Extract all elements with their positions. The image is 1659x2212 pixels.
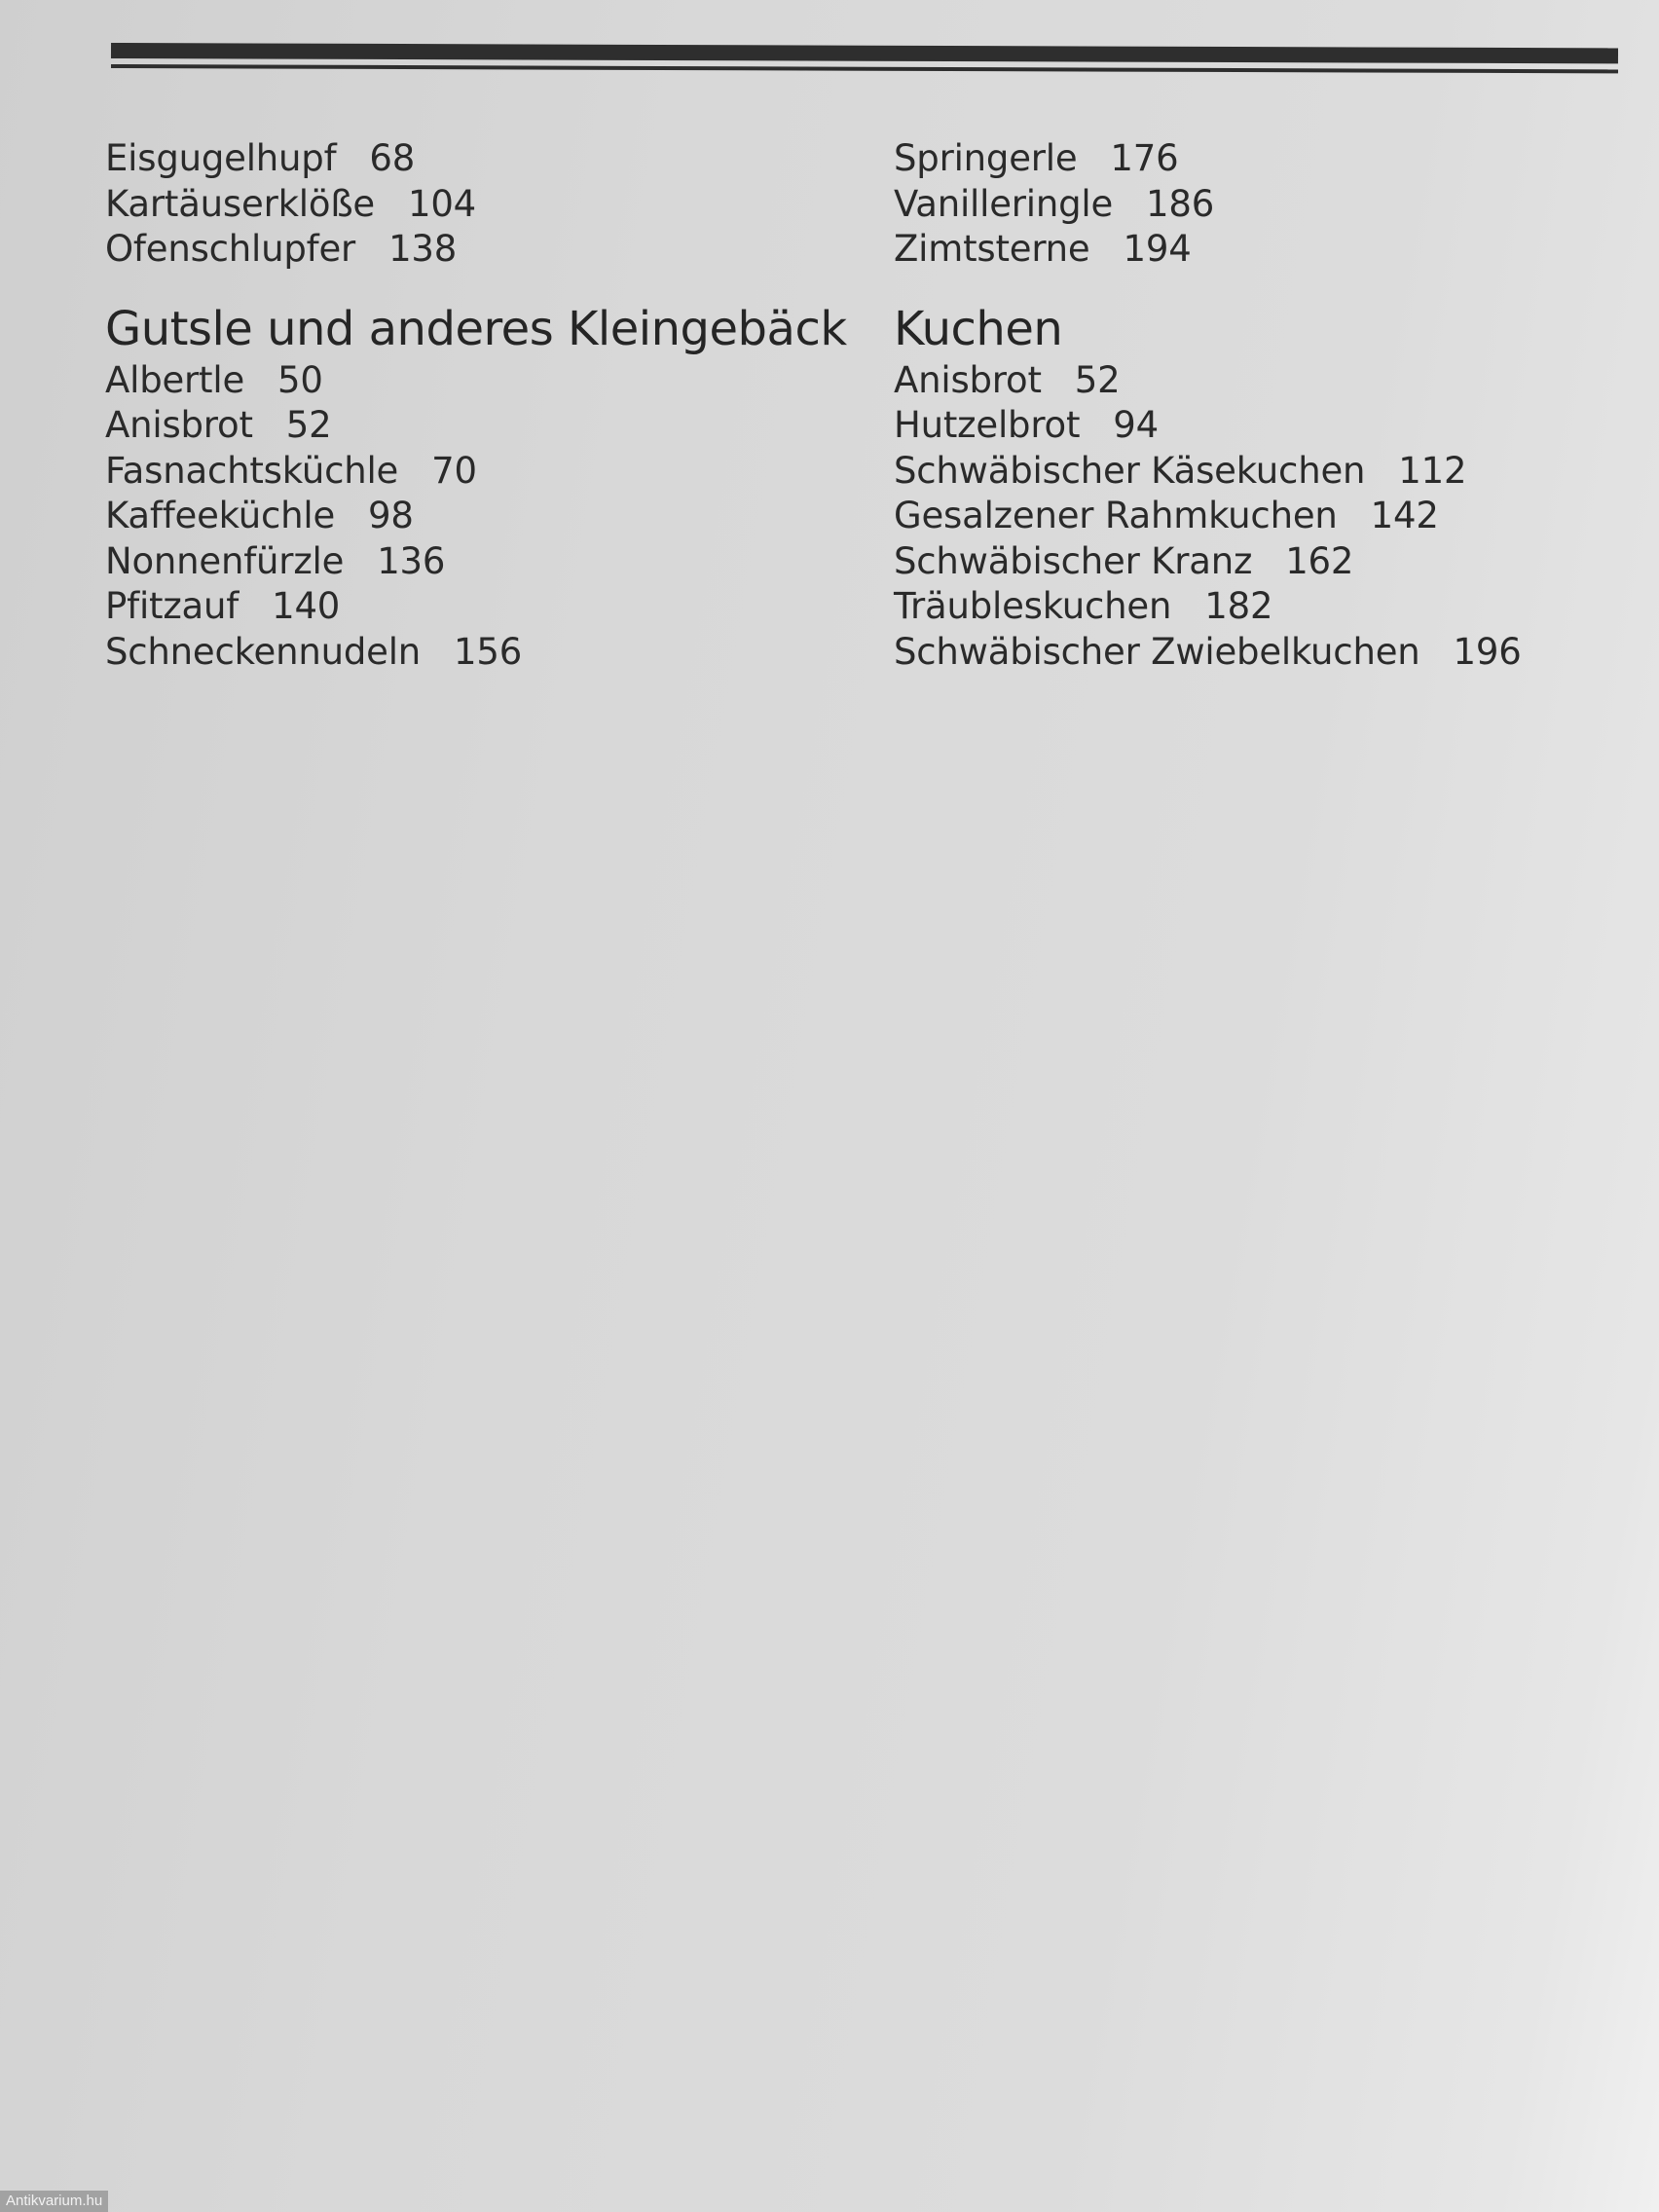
index-entry — [105, 630, 874, 676]
entry-page: 176 — [1110, 137, 1179, 179]
entry-page: 162 — [1285, 539, 1354, 582]
entry-name: Schwäbischer Käsekuchen — [894, 449, 1366, 492]
index-entry — [894, 449, 1634, 495]
index-group — [105, 136, 874, 273]
index-column-left — [105, 136, 874, 702]
index-group — [894, 136, 1634, 273]
entry-name: Fasnachtsküchle — [105, 449, 399, 492]
entry-name: Vanilleringle — [894, 182, 1114, 225]
index-group — [105, 300, 874, 676]
entry-page: 70 — [431, 449, 477, 492]
entry-name: Anisbrot — [105, 404, 253, 446]
entry-page: 104 — [408, 182, 477, 225]
header-rule-thin — [111, 64, 1618, 73]
entry-name: Pfitzauf — [105, 585, 240, 627]
index-entry — [105, 358, 874, 404]
index-entry — [105, 539, 874, 585]
index-entry — [894, 227, 1634, 273]
entry-page: 112 — [1398, 449, 1467, 492]
entry-page: 196 — [1453, 630, 1522, 673]
entry-page: 142 — [1370, 495, 1439, 536]
index-entry — [894, 494, 1634, 539]
entry-page: 50 — [277, 358, 323, 401]
entry-page: 194 — [1123, 228, 1192, 270]
header-rule-thick — [111, 43, 1618, 63]
index-entry — [105, 584, 874, 630]
entry-name: Träubleskuchen — [894, 585, 1172, 627]
entry-page: 98 — [368, 495, 414, 536]
entry-name: Hutzelbrot — [894, 404, 1081, 446]
index-entry — [105, 227, 874, 273]
entry-name: Springerle — [894, 137, 1078, 179]
entry-name: Schwäbischer Zwiebelkuchen — [894, 630, 1420, 673]
entry-name: Kartäuserklöße — [105, 182, 375, 225]
entry-page: 94 — [1113, 404, 1159, 446]
index-entry — [105, 494, 874, 539]
entry-name: Anisbrot — [894, 358, 1042, 401]
entry-page: 140 — [272, 585, 341, 627]
entry-page: 136 — [377, 539, 446, 582]
entry-name: Eisgugelhupf — [105, 137, 337, 179]
entry-name: Gesalzener Rahmkuchen — [894, 495, 1338, 536]
index-group — [894, 300, 1634, 676]
entry-name: Kaffeeküchle — [105, 495, 336, 536]
index-entry — [105, 182, 874, 228]
index-entry — [105, 449, 874, 495]
entry-page: 182 — [1204, 585, 1273, 627]
section-heading: Kuchen — [894, 301, 1063, 356]
entry-page: 52 — [285, 404, 332, 446]
entry-name: Albertle — [105, 358, 245, 401]
entry-name: Ofenschlupfer — [105, 228, 356, 270]
index-entry — [894, 136, 1634, 182]
entry-name: Zimtsterne — [894, 228, 1090, 270]
index-entry — [105, 403, 874, 449]
entry-page: 138 — [388, 228, 458, 270]
index-entry — [105, 136, 874, 182]
index-entry — [894, 358, 1634, 404]
entry-name: Schneckennudeln — [105, 630, 422, 673]
index-entry — [894, 630, 1634, 676]
index-entry — [894, 539, 1634, 585]
section-heading: Gutsle und anderes Kleingebäck — [105, 301, 847, 356]
index-entry — [894, 182, 1634, 228]
index-column-right — [894, 136, 1634, 702]
index-entry — [894, 584, 1634, 630]
entry-name: Nonnenfürzle — [105, 539, 345, 582]
entry-name: Schwäbischer Kranz — [894, 539, 1253, 582]
entry-page: 156 — [454, 630, 523, 673]
entry-page: 68 — [369, 137, 416, 179]
index-entry — [894, 403, 1634, 449]
entry-page: 52 — [1074, 358, 1121, 401]
entry-page: 186 — [1146, 182, 1215, 225]
watermark: Antikvarium.hu — [0, 2191, 108, 2212]
